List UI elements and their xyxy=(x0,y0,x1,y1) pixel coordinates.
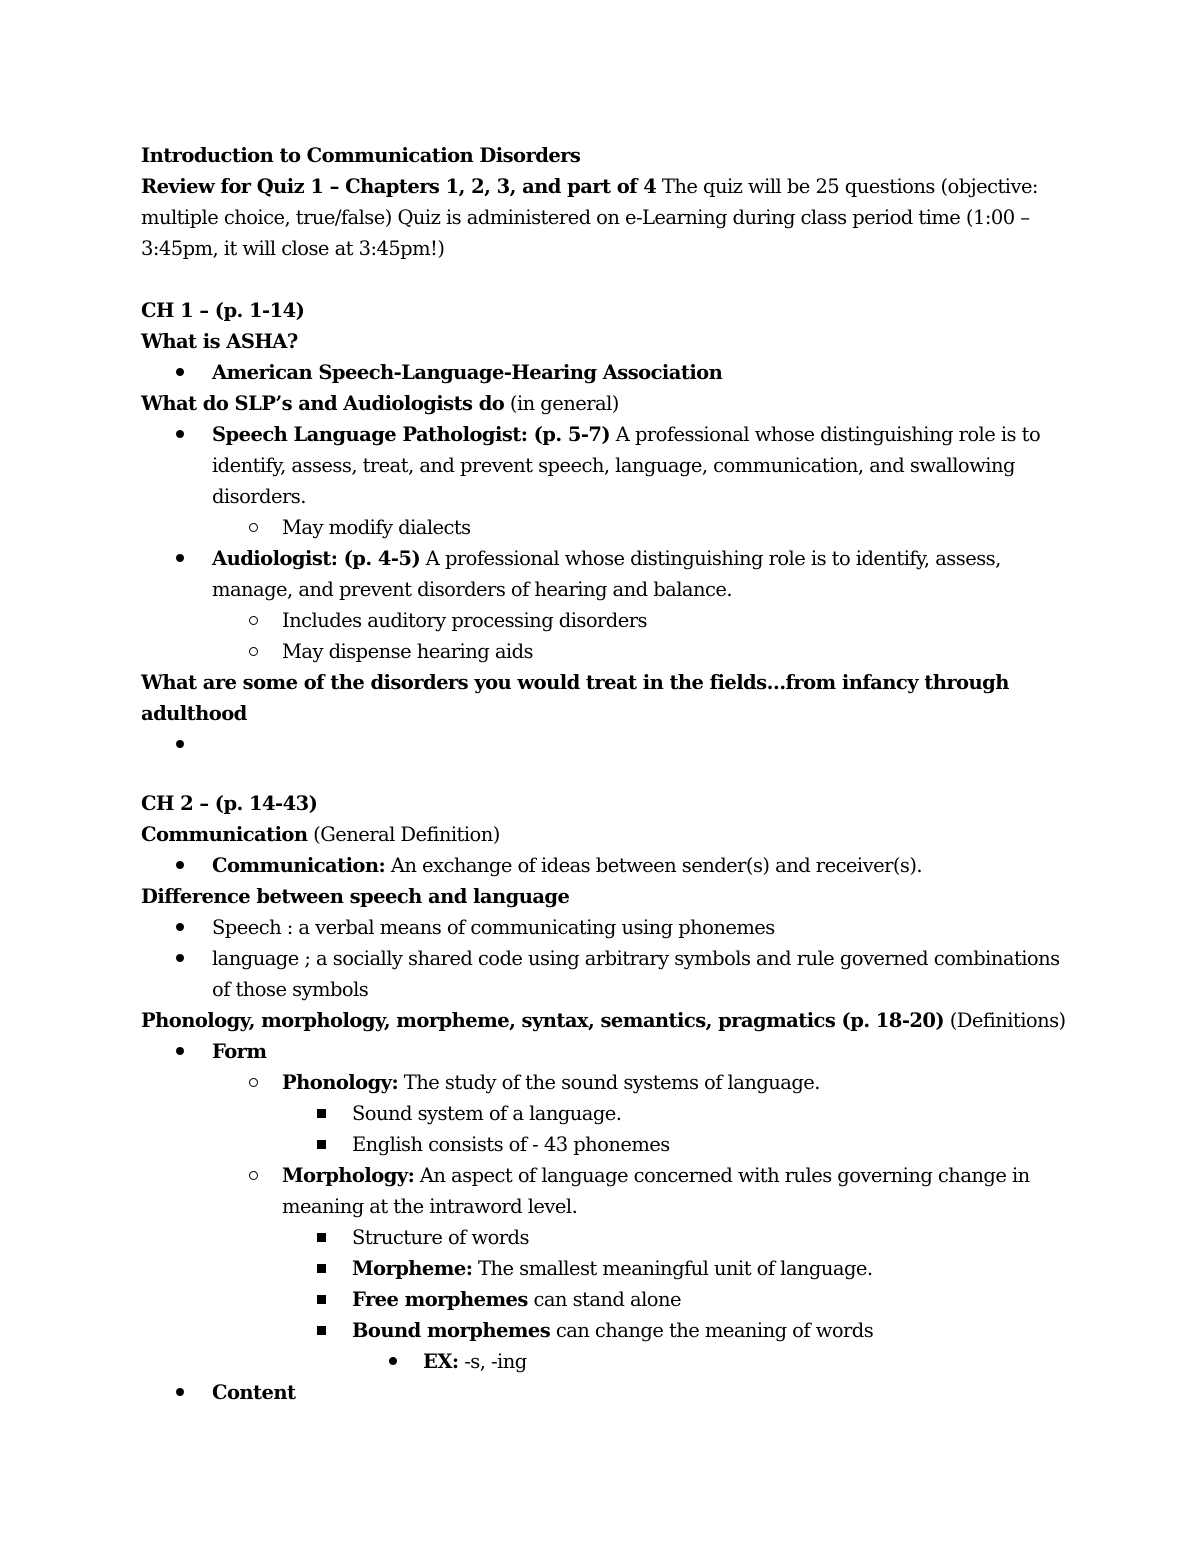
slp-definition-line-3: disorders. xyxy=(212,485,306,508)
phonology-terms-heading: Phonology, morphology, morpheme, syntax, semantics, pragmatics (p. 18-20) (Definitions) xyxy=(141,1009,1066,1032)
bullet-circle-icon xyxy=(249,636,258,667)
bullet-circle-icon xyxy=(249,1160,258,1191)
morphology-definition-line-1: Morphology: An aspect of language concerned with rules governing change in xyxy=(282,1164,1030,1187)
bullet-circle-icon xyxy=(249,605,258,636)
bullet-dot-icon xyxy=(176,1377,184,1408)
content-item: Content xyxy=(212,1381,296,1404)
bullet-dot-icon xyxy=(176,850,184,881)
bullet-square-icon xyxy=(317,1253,326,1284)
bullet-square-icon xyxy=(317,1129,326,1160)
asha-question: What is ASHA? xyxy=(141,330,298,353)
phonology-sub-item: Sound system of a language. xyxy=(352,1102,622,1125)
example-item: EX: -s, -ing xyxy=(423,1350,527,1373)
morpheme-definition: Morpheme: The smallest meaningful unit of language. xyxy=(352,1257,873,1280)
bullet-circle-icon xyxy=(249,512,258,543)
language-definition-line-1: language ; a socially shared code using arbitrary symbols and rule governed combinations xyxy=(212,947,1060,970)
bullet-square-icon xyxy=(317,1284,326,1315)
bullet-dot-icon xyxy=(176,419,184,450)
bullet-dot-icon xyxy=(176,943,184,974)
bullet-square-icon xyxy=(317,1315,326,1346)
asha-answer: American Speech-Language-Hearing Association xyxy=(212,361,723,384)
disorders-question-line-1: What are some of the disorders you would treat in the fields…from infancy through xyxy=(141,671,1009,694)
morphology-definition-line-2: meaning at the intraword level. xyxy=(282,1195,578,1218)
ch2-heading: CH 2 – (p. 14-43) xyxy=(141,792,318,815)
review-line-1: Review for Quiz 1 – Chapters 1, 2, 3, and part of 4 The quiz will be 25 questions (objective: xyxy=(141,175,1038,198)
review-line-3: 3:45pm, it will close at 3:45pm!) xyxy=(141,237,445,260)
audiologist-sub-item: Includes auditory processing disorders xyxy=(282,609,647,632)
disorders-question-line-2: adulthood xyxy=(141,702,247,725)
review-line-2: multiple choice, true/false) Quiz is administered on e-Learning during class period time (1:00 – xyxy=(141,206,1030,229)
structure-item: Structure of words xyxy=(352,1226,529,1249)
bullet-dot-icon xyxy=(389,1346,397,1377)
bullet-dot-icon xyxy=(176,912,184,943)
speech-definition: Speech : a verbal means of communicating using phonemes xyxy=(212,916,775,939)
document-title: Introduction to Communication Disorders xyxy=(141,144,581,167)
slp-sub-item: May modify dialects xyxy=(282,516,471,539)
bullet-dot-icon xyxy=(176,357,184,388)
communication-heading: Communication (General Definition) xyxy=(141,823,500,846)
bullet-circle-icon xyxy=(249,1067,258,1098)
audiologist-line-2: manage, and prevent disorders of hearing and balance. xyxy=(212,578,733,601)
bullet-dot-icon xyxy=(176,543,184,574)
free-morphemes-item: Free morphemes can stand alone xyxy=(352,1288,681,1311)
phonology-sub-item: English consists of - 43 phonemes xyxy=(352,1133,670,1156)
slp-definition-line-2: identify, assess, treat, and prevent speech, language, communication, and swallowing xyxy=(212,454,1015,477)
communication-definition: Communication: An exchange of ideas between sender(s) and receiver(s). xyxy=(212,854,923,877)
audiologist-line-1: Audiologist: (p. 4-5) A professional whose distinguishing role is to identify, assess, xyxy=(212,547,1001,570)
slp-definition-line-1: Speech Language Pathologist: (p. 5-7) A professional whose distinguishing role is to xyxy=(212,423,1041,446)
form-item: Form xyxy=(212,1040,267,1063)
language-definition-line-2: of those symbols xyxy=(212,978,369,1001)
bullet-dot-icon xyxy=(176,729,184,760)
bullet-square-icon xyxy=(317,1222,326,1253)
audiologist-sub-item: May dispense hearing aids xyxy=(282,640,533,663)
slp-question: What do SLP’s and Audiologists do (in general) xyxy=(141,392,619,415)
speech-language-heading: Difference between speech and language xyxy=(141,885,570,908)
phonology-definition: Phonology: The study of the sound systems of language. xyxy=(282,1071,820,1094)
bullet-square-icon xyxy=(317,1098,326,1129)
bullet-dot-icon xyxy=(176,1036,184,1067)
ch1-heading: CH 1 – (p. 1-14) xyxy=(141,299,305,322)
bound-morphemes-item: Bound morphemes can change the meaning of words xyxy=(352,1319,874,1342)
